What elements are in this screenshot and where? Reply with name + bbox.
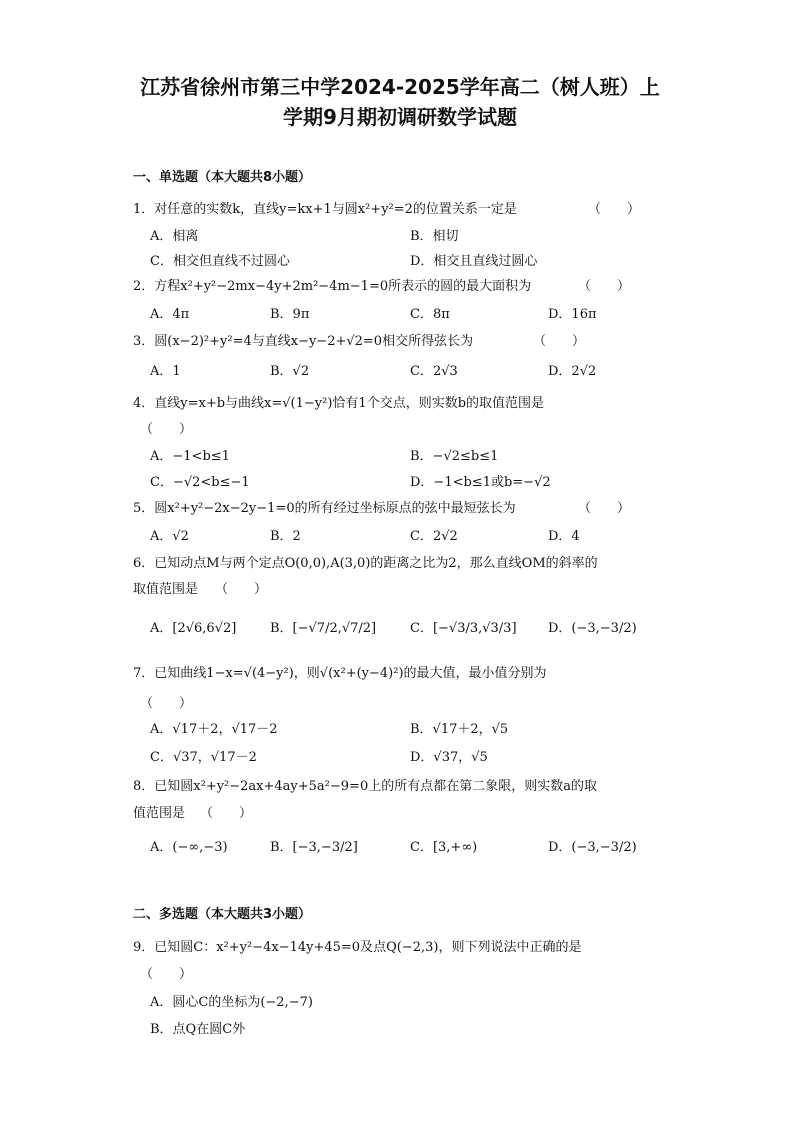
answer-paren: （ ） (533, 334, 586, 349)
q1-option-a: A．相离 (150, 229, 199, 244)
q8-option-b: B．[−3,−3/2] (270, 840, 358, 855)
q7-option-c: C．√37，√17－2 (150, 750, 257, 765)
answer-paren: （ ） (578, 279, 631, 294)
question-2-stem: 2．方程x²+y²−2mx−4y+2m²−4m−1=0所表示的圆的最大面积为 (133, 279, 532, 294)
q5-option-b: B．2 (270, 529, 301, 544)
q4-option-b: B．−√2≤b≤1 (410, 449, 499, 464)
q6-option-b: B．[−√7/2,√7/2] (270, 621, 377, 636)
q3-option-a: A．1 (150, 364, 181, 379)
q3-option-b: B．√2 (270, 364, 310, 379)
question-5-stem: 5．圆x²+y²−2x−2y−1=0的所有经过坐标原点的弦中最短弦长为 (133, 501, 516, 516)
answer-paren: （ ） (140, 422, 193, 437)
q2-option-c: C．8π (410, 307, 450, 322)
q1-option-d: D．相交且直线过圆心 (410, 254, 538, 269)
q7-option-b: B．√17＋2，√5 (410, 722, 509, 737)
answer-paren: （ ） (588, 202, 641, 217)
q3-option-c: C．2√3 (410, 364, 458, 379)
question-4-stem: 4．直线y=x+b与曲线x=√(1−y²)恰有1个交点，则实数b的取值范围是 (133, 396, 545, 411)
section-heading-multiple-choice: 二、多选题（本大题共3小题） (133, 907, 312, 922)
q8-option-c: C．[3,+∞) (410, 840, 478, 855)
question-8-stem-line-2: 值范围是 (133, 806, 186, 821)
q4-option-a: A．−1<b≤1 (150, 449, 230, 464)
q8-option-a: A．(−∞,−3) (150, 840, 228, 855)
answer-paren: （ ） (140, 696, 193, 711)
q5-option-d: D．4 (548, 529, 580, 544)
question-8-stem-line-1: 8．已知圆x²+y²−2ax+4ay+5a²−9=0上的所有点都在第二象限，则实数a的取 (133, 779, 597, 794)
answer-paren: （ ） (200, 806, 253, 821)
q7-option-a: A．√17＋2，√17－2 (150, 722, 278, 737)
answer-paren: （ ） (578, 501, 631, 516)
q4-option-c: C．−√2<b≤−1 (150, 475, 250, 490)
q9-option-a: A．圆心C的坐标为(−2,−7) (150, 995, 313, 1010)
question-1-stem: 1．对任意的实数k，直线y=kx+1与圆x²+y²=2的位置关系一定是 (133, 202, 517, 217)
question-9-stem: 9．已知圆C：x²+y²−4x−14y+45=0及点Q(−2,3)，则下列说法中正确的是 (133, 940, 582, 955)
q5-option-c: C．2√2 (410, 529, 458, 544)
q2-option-d: D．16π (548, 307, 597, 322)
question-6-stem-line-2: 取值范围是 (133, 582, 199, 597)
q6-option-d: D．(−3,−3/2) (548, 621, 637, 636)
q8-option-d: D．(−3,−3/2) (548, 840, 637, 855)
question-3-stem: 3．圆(x−2)²+y²=4与直线x−y−2+√2=0相交所得弦长为 (133, 334, 474, 349)
question-6-stem-line-1: 6．已知动点M与两个定点O(0,0),A(3,0)的距离之比为2，那么直线OM的斜率的 (133, 556, 598, 571)
q6-option-a: A．[2√6,6√2] (150, 621, 237, 636)
q1-option-c: C．相交但直线不过圆心 (150, 254, 290, 269)
q2-option-b: B．9π (270, 307, 310, 322)
page-title-line-1: 江苏省徐州市第三中学2024-2025学年高二（树人班）上 (140, 75, 660, 99)
page-title-line-2: 学期9月期初调研数学试题 (283, 105, 517, 129)
q9-option-b: B．点Q在圆C外 (150, 1022, 246, 1037)
question-7-stem: 7．已知曲线1−x=√(4−y²)，则√(x²+(y−4)²)的最大值，最小值分别为 (133, 666, 547, 681)
q6-option-c: C．[−√3/3,√3/3] (410, 621, 517, 636)
q7-option-d: D．√37，√5 (410, 750, 488, 765)
answer-paren: （ ） (140, 967, 193, 982)
q3-option-d: D．2√2 (548, 364, 597, 379)
q2-option-a: A．4π (150, 307, 190, 322)
answer-paren: （ ） (215, 582, 268, 597)
q5-option-a: A．√2 (150, 529, 189, 544)
section-heading-single-choice: 一、单选题（本大题共8小题） (133, 170, 312, 185)
q4-option-d: D．−1<b≤1或b=−√2 (410, 475, 551, 490)
q1-option-b: B．相切 (410, 229, 459, 244)
